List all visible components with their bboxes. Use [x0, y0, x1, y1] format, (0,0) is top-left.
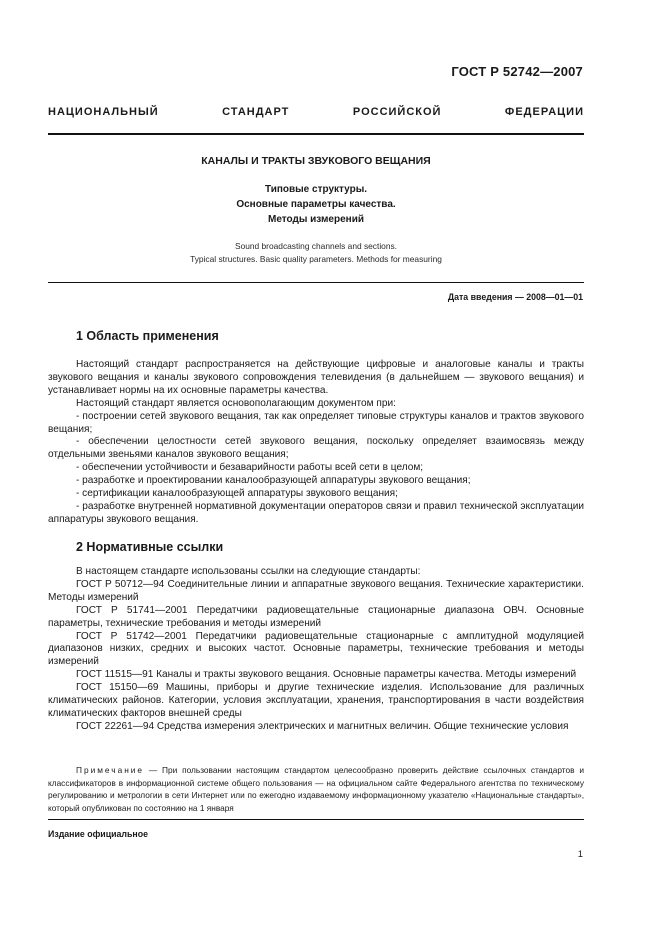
note-text: — При пользовании настоящим стандартом целесообразно проверить действие ссылочных стандартов и классификаторов в информационной системе общего пользования — на официальном сайте Федерального агентства по техническому регулированию и метрологии в сети Интернет или по ежегодно издаваемому информационному указателю «Национальные стандарты», который опубликован по состоянию на 1 января	[48, 765, 584, 813]
document-title: КАНАЛЫ И ТРАКТЫ ЗВУКОВОГО ВЕЩАНИЯ	[201, 155, 431, 167]
title-divider	[48, 282, 584, 283]
subtitle-line-2: Основные параметры качества.	[236, 199, 396, 210]
reference-item: ГОСТ Р 50712—94 Соединительные линии и аппаратные звукового вещания. Технические характеристики. Методы измерений	[48, 578, 584, 603]
paragraph: В настоящем стандарте использованы ссылки на следующие стандарты:	[76, 566, 421, 577]
section-1-heading: 1 Область применения	[76, 329, 219, 343]
reference-item: ГОСТ Р 51742—2001 Передатчики радиовещательные стационарные с амплитудной модуляцией диапазонов низких, средних и высоких частот. Основные параметры, технические требования и методы измерений	[48, 630, 584, 668]
list-item: - обеспечении устойчивости и безаварийности работы всей сети в целом;	[76, 462, 424, 474]
list-item: - построении сетей звукового вещания, так как определяет типовые структуры каналов и трактов звукового вещания;	[48, 410, 584, 435]
reference-item: ГОСТ 11515—91 Каналы и тракты звукового вещания. Основные параметры качества. Методы измерений	[76, 669, 577, 681]
section-2-body	[48, 566, 584, 734]
subtitle-line-1: Типовые структуры.	[264, 184, 368, 195]
section-2-heading: 2 Нормативные ссылки	[76, 540, 224, 554]
list-item: - обеспечении целостности сетей звукового вещания, поскольку определяет взаимосвязь между отдельными звеньями каналов звукового вещания;	[48, 436, 584, 461]
list-item: - разработке и проектировании каналообразующей аппаратуры звукового вещания;	[76, 475, 471, 487]
note-label: Примечание	[76, 765, 145, 775]
reference-item: ГОСТ Р 51741—2001 Передатчики радиовещательные стационарные диапазона ОВЧ. Основные параметры, технические требования и методы измерений	[48, 604, 584, 629]
reference-item: ГОСТ 15150—69 Машины, приборы и другие технические изделия. Использование для различных климатических районов. Категории, условия эксплуатации, хранения, транспортирования в части воздействия климатических факторов внешней среды	[48, 682, 584, 719]
section-1-body	[48, 359, 584, 527]
edition-label: Издание официальное	[48, 829, 148, 839]
reference-item: ГОСТ 22261—94 Средства измерения электрических и магнитных величин. Общие технические условия	[76, 720, 569, 732]
english-title-line-1: Sound broadcasting channels and sections.	[234, 241, 398, 251]
page-number: 1	[577, 849, 583, 860]
list-item: - сертификации каналообразующей аппаратуры звукового вещания;	[76, 488, 398, 500]
note	[48, 764, 584, 814]
header-divider	[48, 133, 584, 135]
introduction-date: Дата введения — 2008—01—01	[447, 292, 583, 302]
footer-divider	[48, 819, 584, 820]
paragraph: Настоящий стандарт является основополагающим документом при:	[76, 397, 396, 409]
list-item: - разработке внутренней нормативной документации операторов связи и правил технической эксплуатации аппаратуры звукового вещания.	[48, 500, 584, 525]
gost-code: ГОСТ Р 52742—2007	[451, 64, 583, 79]
paragraph: Настоящий стандарт распространяется на действующие цифровые и аналоговые каналы и тракты звукового вещания и каналы звукового сопровождения телевидения (в дальнейшем — звукового вещания) и устанавливает нормы на их основные параметры качества.	[48, 359, 584, 396]
subtitle-line-3: Методы измерений	[267, 214, 364, 225]
national-standard-title: НАЦИОНАЛЬНЫЙ СТАНДАРТ РОССИЙСКОЙ ФЕДЕРАЦИИ	[48, 106, 584, 118]
english-title-line-2: Typical structures. Basic quality parameters. Methods for measuring	[190, 254, 442, 264]
